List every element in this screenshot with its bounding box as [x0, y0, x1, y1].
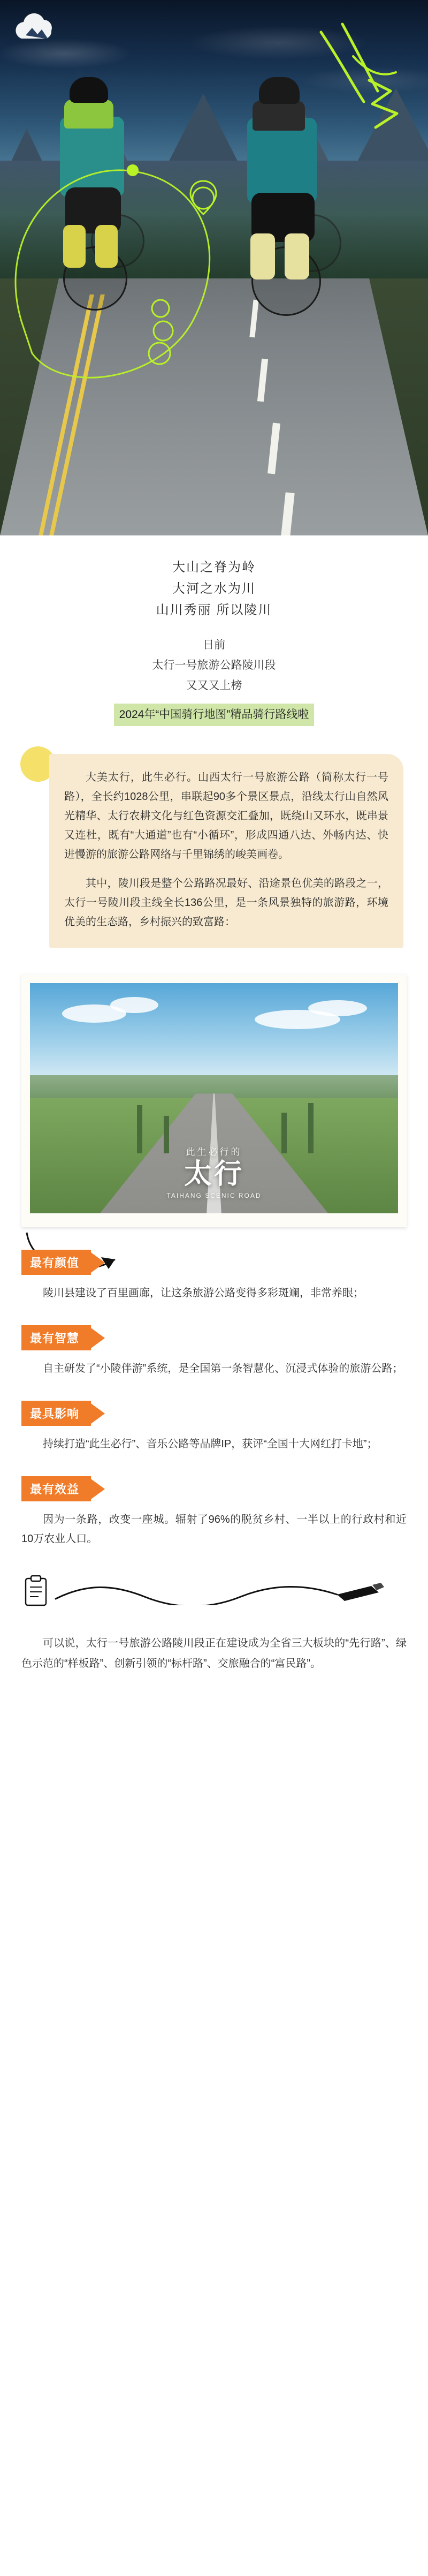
subtitle-line-2: 又又又上榜	[186, 679, 242, 692]
photo-overlay-small: 此生必行的	[186, 1147, 242, 1157]
section-3-tag: 最有效益	[21, 1476, 91, 1501]
date-label: 日前	[203, 639, 225, 651]
section-0-tag: 最有颜值	[21, 1250, 91, 1275]
footer-block	[21, 1575, 407, 1674]
section-1-tag: 最有智慧	[21, 1325, 91, 1350]
cyclist-left	[32, 54, 171, 332]
cloud-mountain-logo	[12, 12, 76, 60]
photo-overlay-text	[30, 1144, 398, 1199]
title-line-2: 大河之水为川	[172, 581, 256, 596]
section-0-body: 陵川县建设了百里画廊，让这条旅游公路变得多彩斑斓，非常养眼；	[43, 1287, 364, 1299]
section-2	[21, 1378, 407, 1454]
award-highlight: 2024年“中国骑行地图”精品骑行路线啦	[114, 704, 315, 726]
photo-cloud-2	[110, 997, 158, 1013]
intro-note-section	[0, 754, 428, 953]
section-2-tag: 最具影响	[21, 1401, 91, 1426]
cyclist-right	[209, 59, 369, 337]
highlight-wrap	[0, 704, 428, 726]
subtitle-line-1: 太行一号旅游公路陵川段	[152, 659, 276, 671]
photo-overlay-tiny: TAIHANG SCENIC ROAD	[166, 1192, 262, 1199]
title-line-1: 大山之脊为岭	[172, 560, 256, 575]
section-2-body: 持续打造“此生必行”、音乐公路等品牌IP，获评“全国十大网红打卡地”；	[43, 1438, 378, 1450]
section-3-body: 因为一条路，改变一座城。辐射了96%的脱贫乡村、一半以上的行政村和近10万农业人口。	[21, 1514, 407, 1545]
section-3	[21, 1454, 407, 1548]
section-1	[21, 1303, 407, 1378]
intro-paragraph-2: 其中，陵川段是整个公路路况最好、沿途景色优美的路段之一，太行一号陵川段主线全长136公里，是一条风景独特的旅游路，环境优美的生态路，乡村振兴的致富路：	[64, 878, 388, 928]
clipboard-icon	[24, 1575, 48, 1606]
road-photo	[30, 983, 398, 1213]
photo-overlay-big: 太行	[184, 1159, 244, 1190]
road-photo-card	[21, 975, 407, 1227]
section-1-body: 自主研发了“小陵伴游”系统，是全国第一条智慧化、沉浸式体验的旅游公路；	[43, 1363, 403, 1374]
squiggle-pen-decoration	[54, 1581, 407, 1605]
title-line-3: 山川秀丽 所以陵川	[156, 603, 272, 617]
photo-cloud-4	[308, 1000, 367, 1016]
footer-paragraph: 可以说，太行一号旅游公路陵川段正在建设成为全省三大板块的“先行路”、绿色示范的“样板路”、创新引领的“标杆路”、交旅融合的“富民路”。	[21, 1637, 407, 1670]
intro-paragraph-1: 大美太行，此生必行。山西太行一号旅游公路（简称太行一号路），全长约1028公里，串联起90多个景区景点，沿线太行山自然风光精华、太行农耕文化与红色资源交汇叠加，既绕山又环水，既串景又连杜，既有“大通道”也有“小循环”，形成四通八达、外畅内达、快进慢游的旅游公路网络与千里锦绣的峻美画卷。	[64, 772, 388, 860]
intro-note-card	[49, 754, 403, 948]
hero-image	[0, 0, 428, 535]
title-block	[0, 535, 428, 729]
photo-sky	[30, 983, 398, 1080]
